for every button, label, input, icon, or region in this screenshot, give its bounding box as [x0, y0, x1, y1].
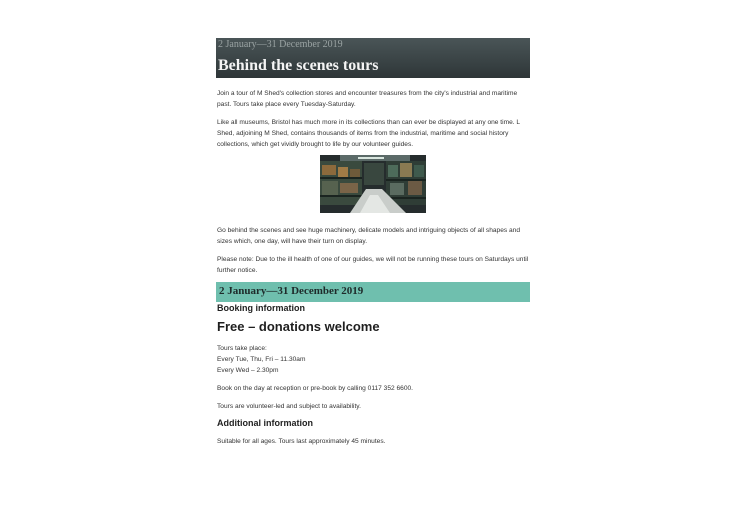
- additional-heading: Additional information: [217, 418, 313, 428]
- hero-header: [216, 38, 530, 78]
- volunteer-text: Tours are volunteer-led and subject to availability.: [217, 403, 361, 410]
- date-banner: [216, 282, 530, 302]
- price-heading: Free – donations welcome: [217, 319, 380, 334]
- booking-phone-text: Book on the day at reception or pre-book by calling 0117 352 6600.: [217, 385, 413, 392]
- booking-heading: Booking information: [217, 303, 305, 313]
- store-room-photo: [320, 155, 426, 213]
- machinery-paragraph: Go behind the scenes and see huge machinery, delicate models and intriguing objects of all shapes and sizes which, one day, will have their turn on display.: [217, 227, 521, 245]
- tour-time-2: Every Wed – 2.30pm: [217, 367, 279, 374]
- notice-paragraph: Please note: Due to the ill health of one of our guides, we will not be running these tours on Saturdays until further notice.: [217, 256, 529, 274]
- banner-date: 2 January—31 December 2019: [219, 285, 364, 297]
- intro-paragraph: Join a tour of M Shed's collection stores and encounter treasures from the city's industrial and maritime past. Tours take place every Tuesday-Saturday.: [217, 90, 518, 108]
- hero-date: 2 January—31 December 2019: [218, 39, 343, 50]
- additional-text: Suitable for all ages. Tours last approximately 45 minutes.: [217, 438, 386, 445]
- tour-time-1: Every Tue, Thu, Fri – 11.30am: [217, 356, 306, 363]
- collections-paragraph: Like all museums, Bristol has much more in its collections than can ever be displayed at any one time. L Shed, adjoining M Shed, contains thousands of items from the industrial, maritime and social history collections, which get vividly brought to life by our volunteer guides.: [217, 119, 520, 148]
- store-room-illustration: [320, 155, 426, 213]
- tours-label: Tours take place:: [217, 345, 267, 352]
- page-title: Behind the scenes tours: [218, 57, 379, 74]
